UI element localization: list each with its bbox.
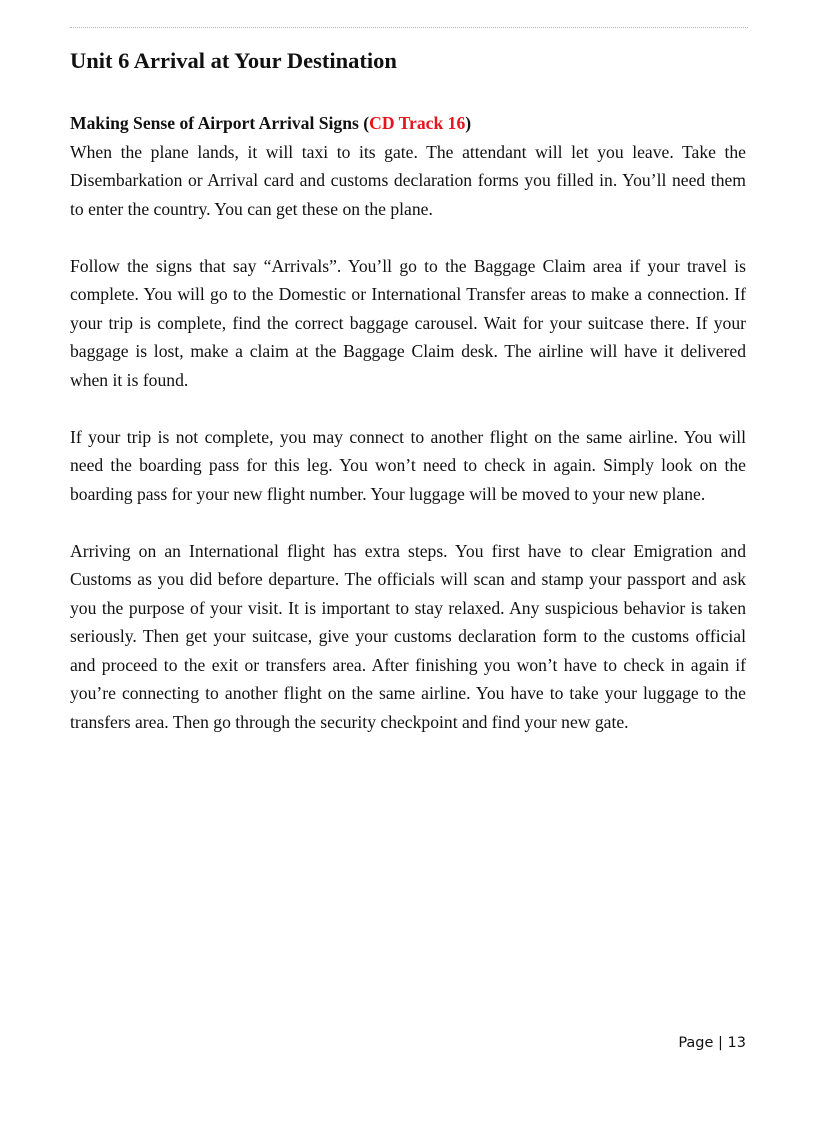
paragraph-1: When the plane lands, it will taxi to its gate. The attendant will let you leave. Take the Disembarkation or Arrival card and customs declaration forms you filled in. You’ll need them to enter the country. You can get these on the plane. [70,141,746,219]
unit-title: Unit 6 Arrival at Your Destination [70,48,397,73]
heading-open-paren: ( [358,113,370,133]
document-body [70,109,746,765]
page-number: 13 [727,1035,746,1051]
section-heading [70,109,746,138]
heading-close-paren: ) [465,113,472,133]
cd-track-reference: CD Track 16 [369,113,466,133]
page-separator: | [718,1035,723,1051]
paragraph-3: If your trip is not complete, you may connect to another flight on the same airline. You will need the boarding pass for this leg. You won’t need to check in again. Simply look on the boarding pass for your new flight number. Your luggage will be moved to your new plane. [70,426,746,504]
paragraph-2: Follow the signs that say “Arrivals”. You’ll go to the Baggage Claim area if your travel is complete. You will go to the Domestic or International Transfer areas to make a connection. If your trip is complete, find the correct baggage carousel. Wait for your suitcase there. If your baggage is lost, make a claim at the Baggage Claim desk. The airline will have it delivered when it is found. [70,255,746,390]
header-divider [70,27,748,28]
paragraph-4: Arriving on an International flight has extra steps. You first have to clear Emigration and Customs as you did before departure. The officials will scan and stamp your passport and ask you the purpose of your visit. It is important to stay relaxed. Any suspicious behavior is taken seriously. Then get your suitcase, give your customs declaration form to the customs official and proceed to the exit or transfers area. After finishing you won’t have to check in again if you’re connecting to another flight on the same airline. You have to take your luggage to the transfers area. Then go through the security checkpoint and find your new gate. [70,540,746,732]
page-label: Page [678,1035,714,1051]
section-heading-text: Making Sense of Airport Arrival Signs [70,113,359,133]
page-footer [678,1035,746,1051]
